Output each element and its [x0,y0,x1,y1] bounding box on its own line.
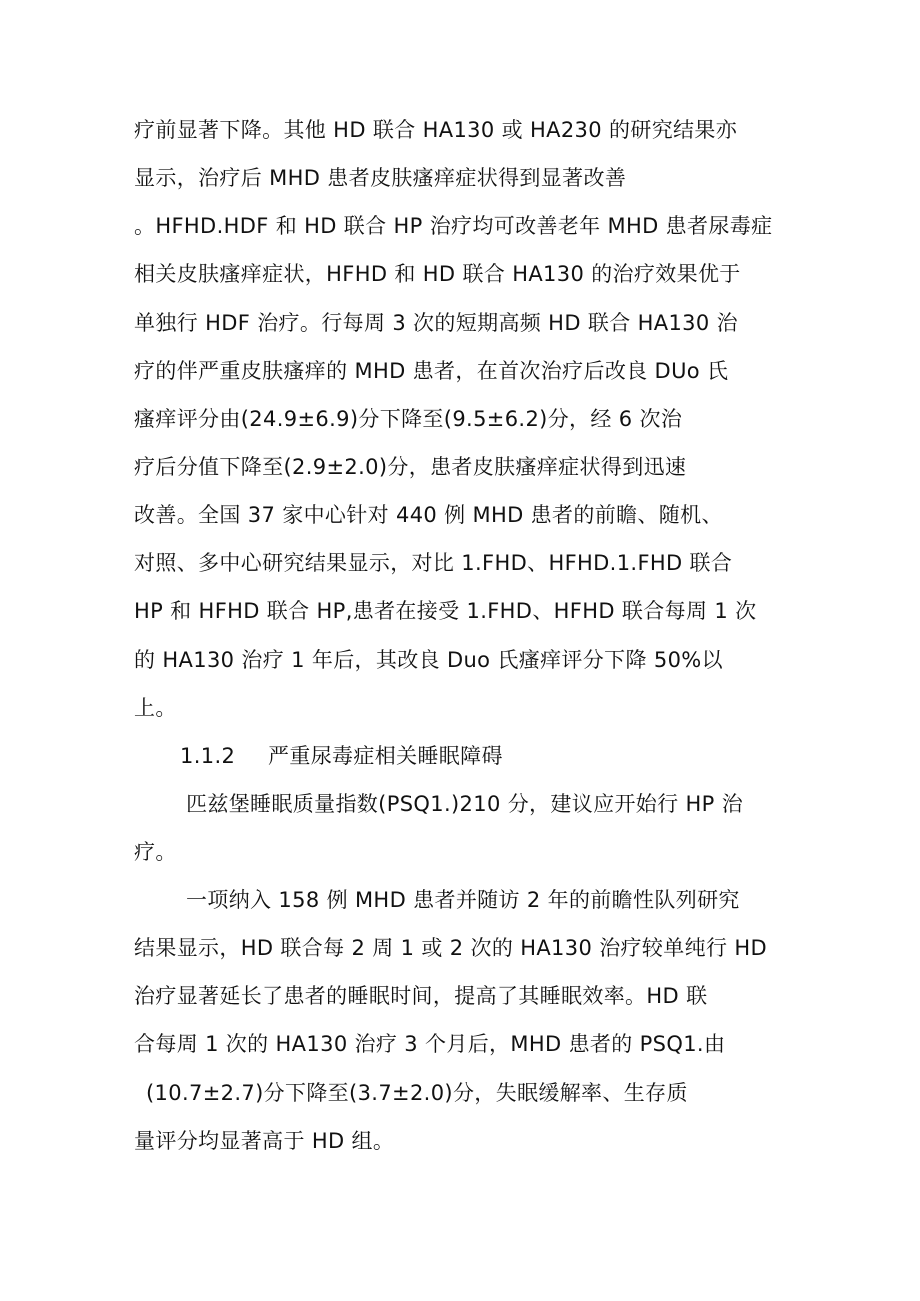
paragraph2-line-2: 疗。 [134,840,177,864]
paragraph-line-6: 疗的伴严重皮肤瘙痒的 MHD 患者，在首次治疗后改良 DUo 氏 [134,359,729,383]
paragraph-line-10: 对照、多中心研究结果显示，对比 1.FHD、HFHD.1.FHD 联合 [134,551,733,575]
section-title: 严重尿毒症相关睡眠障碍 [268,744,503,768]
paragraph-line-7: 瘙痒评分由(24.9±6.9)分下降至(9.5±6.2)分，经 6 次治 [134,407,683,431]
paragraph-line-11: HP 和 HFHD 联合 HP,患者在接受 1.FHD、HFHD 联合每周 1 次 [134,599,757,623]
paragraph3-line-3: 治疗显著延长了患者的睡眠时间，提高了其睡眠效率。HD 联 [134,984,708,1008]
paragraph-line-5: 单独行 HDF 治疗。行每周 3 次的短期高频 HD 联合 HA130 治 [134,311,738,335]
paragraph-line-3: 。HFHD.HDF 和 HD 联合 HP 治疗均可改善老年 MHD 患者尿毒症 [134,214,773,238]
paragraph3-line-2: 结果显示，HD 联合每 2 周 1 或 2 次的 HA130 治疗较单纯行 HD [134,936,767,960]
paragraph-line-12: 的 HA130 治疗 1 年后，其改良 Duo 氏瘙痒评分下降 50%以 [134,648,723,672]
paragraph-line-13: 上。 [134,696,177,720]
paragraph3-line-4: 合每周 1 次的 HA130 治疗 3 个月后，MHD 患者的 PSQ1.由 [134,1032,726,1056]
paragraph-line-8: 疗后分值下降至(2.9±2.0)分，患者皮肤瘙痒症状得到迅速 [134,455,687,479]
paragraph3-line-6: 量评分均显著高于 HD 组。 [134,1129,395,1153]
paragraph3-line-1: 一项纳入 158 例 MHD 患者并随访 2 年的前瞻性队列研究 [186,888,740,912]
paragraph-line-9: 改善。全国 37 家中心针对 440 例 MHD 患者的前瞻、随机、 [134,503,723,527]
paragraph-line-4: 相关皮肤瘙痒症状，HFHD 和 HD 联合 HA130 的治疗效果优于 [134,262,741,286]
section-heading [180,741,503,771]
paragraph-line-1: 疗前显著下降。其他 HD 联合 HA130 或 HA230 的研究结果亦 [134,118,738,142]
section-number: 1.1.2 [180,744,236,768]
paragraph-line-2: 显示，治疗后 MHD 患者皮肤瘙痒症状得到显著改善 [134,166,627,190]
paragraph3-line-5: (10.7±2.7)分下降至(3.7±2.0)分，失眠缓解率、生存质 [146,1081,688,1105]
paragraph2-line-1: 匹兹堡睡眠质量指数(PSQ1.)210 分，建议应开始行 HP 治 [186,792,744,816]
